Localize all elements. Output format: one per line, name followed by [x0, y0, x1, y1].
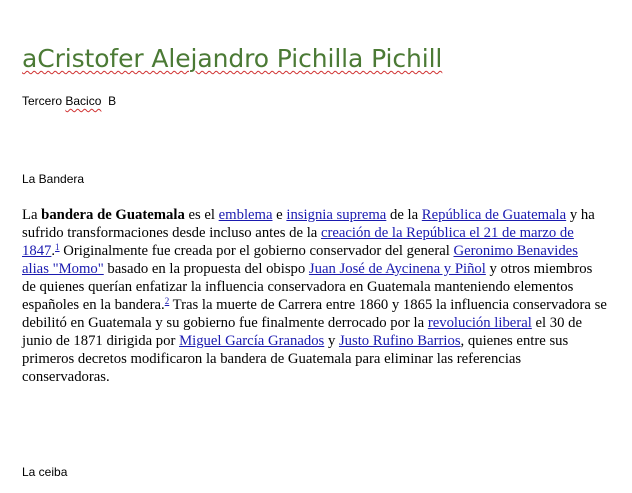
link-republica-de-guatemala[interactable]: República de Guatemala	[421, 207, 567, 223]
link-insignia-suprema[interactable]: insignia suprema	[286, 207, 387, 223]
title-text[interactable]: aCristofer Alejandro Pichilla Pichill	[22, 44, 443, 73]
subtitle-word-tercero[interactable]: Tercero	[22, 94, 63, 108]
text-run: es el	[184, 207, 219, 223]
subtitle-word-bacico[interactable]: Bacico	[65, 94, 102, 108]
text-run: La	[22, 207, 42, 223]
text-run: .	[51, 243, 56, 259]
link-miguel-garcia-granados[interactable]: Miguel García Granados	[179, 333, 325, 349]
paragraph-bandera[interactable]	[22, 206, 607, 386]
text-run: de la	[386, 207, 422, 223]
link-revolucion-liberal[interactable]: revolución liberal	[427, 315, 532, 331]
subtitle-word-b[interactable]: B	[108, 94, 117, 108]
text-run: , quienes entre sus primeros decretos modificaron la bandera de Guatemala para eliminar las referencias conservadoras.	[22, 333, 569, 385]
document-title[interactable]	[22, 44, 442, 73]
text-run: el 30 de junio de 1871 dirigida por	[22, 315, 582, 349]
link-creacion-republica[interactable]: creación de la República el 21 de marzo de 1847	[22, 225, 574, 259]
link-geronimo-benavides[interactable]: Geronimo Benavides alias "Momo"	[22, 243, 578, 277]
heading-la-ceiba[interactable]: La ceiba	[22, 465, 68, 479]
text-run: y	[324, 333, 339, 349]
link-justo-rufino-barrios[interactable]: Justo Rufino Barrios	[338, 333, 461, 349]
footnote-ref-1[interactable]: 1	[55, 242, 60, 252]
document-subtitle[interactable]	[22, 94, 116, 108]
link-juan-jose-aycinena[interactable]: Juan José de Aycinena y Piñol	[308, 261, 486, 277]
text-run: Tras la muerte de Carrera entre 1860 y 1865 la influencia conservadora se debilitó en Guatemala y su gobierno fue finalmente derrocado por la	[22, 297, 607, 331]
heading-la-bandera[interactable]: La Bandera	[22, 172, 85, 186]
text-run: e	[272, 207, 287, 223]
link-emblema[interactable]: emblema	[218, 207, 273, 223]
footnote-ref-2[interactable]: 2	[164, 296, 170, 306]
text-run: y ha sufrido transformaciones desde incluso antes de la	[22, 207, 595, 241]
text-run: Originalmente fue creada por el gobierno conservador del general	[59, 243, 454, 259]
text-run: basado en la propuesta del obispo	[103, 261, 309, 277]
bold-term: bandera de Guatemala	[41, 207, 185, 223]
text-run: y otros miembros de quienes querían enfatizar la influencia conservadora en Guatemala manteniendo elementos españoles en la bandera.	[22, 261, 593, 313]
